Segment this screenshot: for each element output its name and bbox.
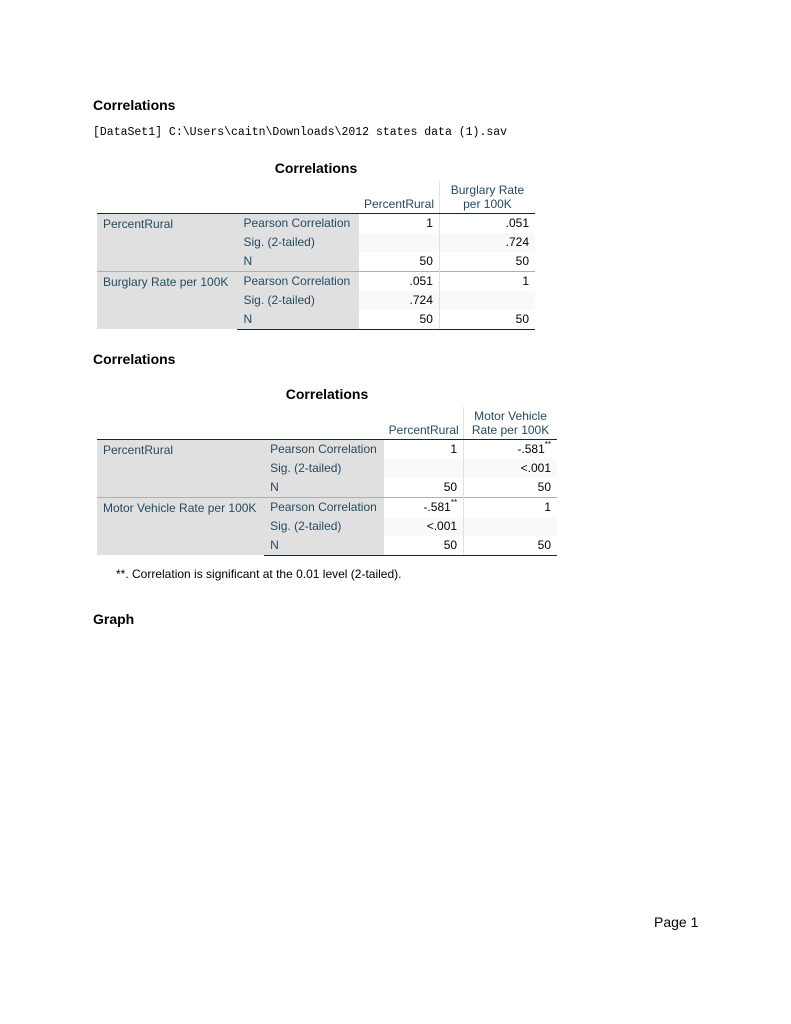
- section-heading-graph: Graph: [93, 611, 135, 627]
- correlations-table-burglary: [97, 181, 535, 330]
- page-number: Page 1: [654, 914, 699, 930]
- table2-title: Correlations: [285, 386, 369, 402]
- dataset-path: [DataSet1] C:\Users\caitn\Downloads\2012 states data (1).sav: [93, 126, 508, 139]
- table-row: N 50 50: [97, 310, 535, 330]
- table-row: Sig. (2-tailed) <.001: [97, 459, 557, 478]
- table2-col-percentrural: PercentRural: [384, 407, 463, 439]
- table-row: Motor Vehicle Rate per 100K Pearson Correlation -.581** 1: [97, 497, 557, 517]
- table1-title: Correlations: [274, 160, 358, 176]
- table2-col-motor-vehicle: Motor Vehicle Rate per 100K: [464, 407, 557, 439]
- section-heading-correlations-2: Correlations: [93, 351, 176, 367]
- table-row: Sig. (2-tailed) .724: [97, 291, 535, 310]
- section-heading-correlations-1: Correlations: [93, 97, 176, 113]
- table1-header-row: [97, 181, 535, 213]
- table1-col-burglary: Burglary Rate per 100K: [439, 181, 535, 213]
- correlations-table-motor-vehicle: [97, 407, 557, 556]
- table-row: PercentRural Pearson Correlation 1 .051: [97, 213, 535, 233]
- table-row: Burglary Rate per 100K Pearson Correlation .051 1: [97, 271, 535, 291]
- significance-marker: **: [544, 439, 551, 449]
- table2-header-row: [97, 407, 557, 439]
- table2-row-label-motor-vehicle: Motor Vehicle Rate per 100K: [97, 497, 264, 555]
- table-row: N 50 50: [97, 478, 557, 498]
- table2-row-label-percentrural: PercentRural: [97, 439, 264, 497]
- table-row: N 50 50: [97, 252, 535, 272]
- significance-marker: **: [450, 497, 458, 507]
- table1-col-percentrural: PercentRural: [359, 181, 439, 213]
- table-row: Sig. (2-tailed) .724: [97, 233, 535, 252]
- table-row: PercentRural Pearson Correlation 1 -.581**: [97, 439, 557, 459]
- table2-footnote: **. Correlation is significant at the 0.01 level (2-tailed).: [116, 567, 402, 581]
- table-row: Sig. (2-tailed) <.001: [97, 517, 557, 536]
- table-row: N 50 50: [97, 536, 557, 556]
- table1-row-label-percentrural: PercentRural: [97, 213, 237, 271]
- table1-row-label-burglary: Burglary Rate per 100K: [97, 271, 237, 329]
